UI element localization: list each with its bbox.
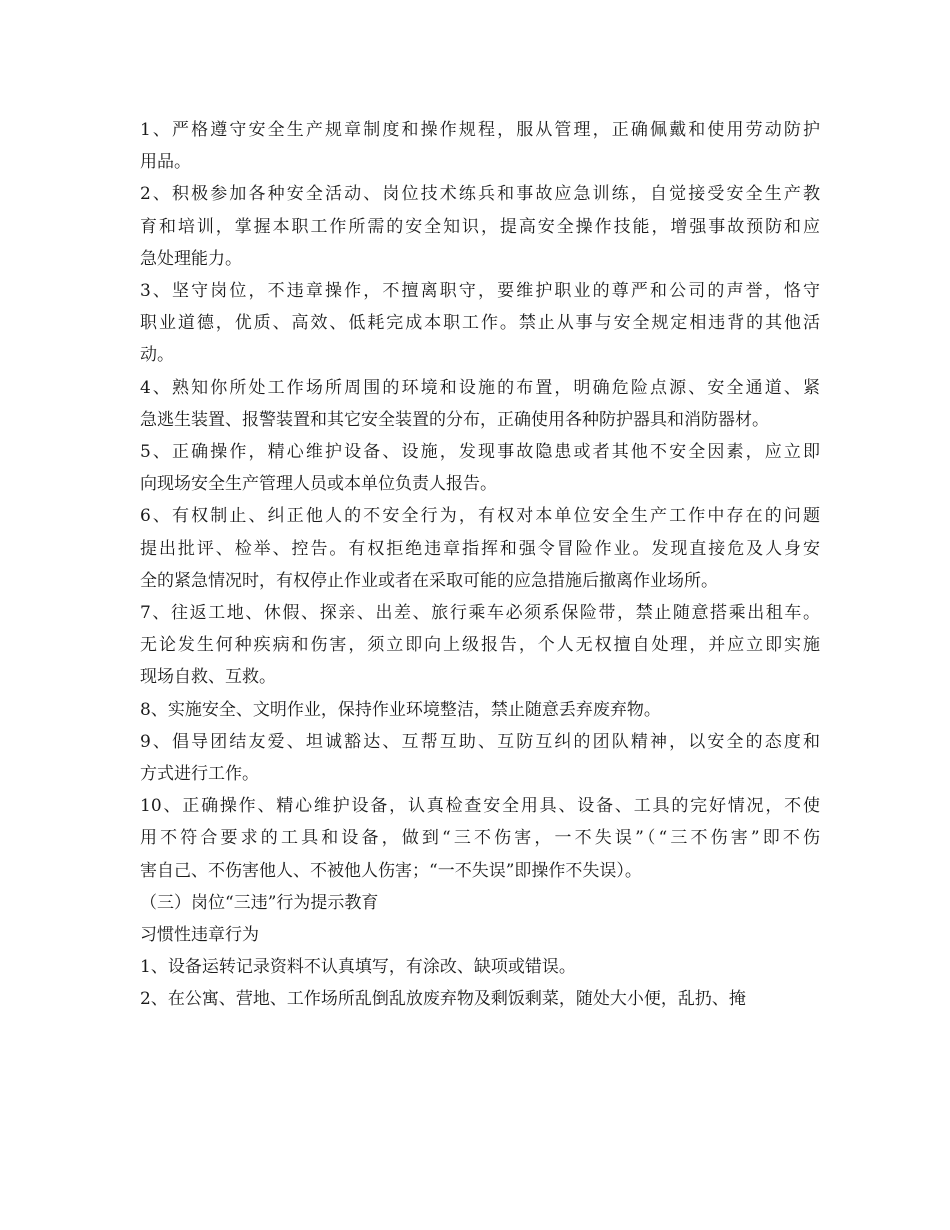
text-line: 用不符合要求的工具和设备，做到“三不伤害，一不失误”（“三不伤害”即不伤: [140, 828, 820, 849]
paragraph: [140, 372, 820, 436]
text-line: 9、倡导团结友爱、坦诚豁达、互帮互助、互防互纠的团队精神，以安全的态度和: [140, 731, 820, 752]
text-line: 4、熟知你所处工作场所周围的环境和设施的布置，明确危险点源、安全通道、紧: [140, 377, 820, 398]
text-line: 用品。: [140, 152, 191, 173]
text-line: 育和培训，掌握本职工作所需的安全知识，提高安全操作技能，增强事故预防和应: [140, 216, 820, 237]
text-line: 习惯性违章行为: [140, 925, 259, 946]
text-line: 现场自救、互救。: [140, 667, 276, 688]
text-line: 提出批评、检举、控告。有权拒绝违章指挥和强令冒险作业。发现直接危及人身安: [140, 538, 820, 559]
paragraph: [140, 951, 820, 983]
text-line: 无论发生何种疾病和伤害，须立即向上级报告，个人无权擅自处理，并应立即实施: [140, 635, 820, 656]
paragraph: [140, 597, 820, 694]
text-line: 5、正确操作，精心维护设备、设施，发现事故隐患或者其他不安全因素，应立即: [140, 442, 820, 463]
paragraph: [140, 983, 820, 1015]
text-line: 2、积极参加各种安全活动、岗位技术练兵和事故应急训练，自觉接受安全生产教: [140, 184, 820, 205]
paragraph: [140, 919, 820, 951]
text-line: 职业道德，优质、高效、低耗完成本职工作。禁止从事与安全规定相违背的其他活: [140, 313, 820, 334]
paragraph: [140, 114, 820, 178]
text-line: 急逃生装置、报警装置和其它安全装置的分布，正确使用各种防护器具和消防器材。: [140, 409, 769, 430]
paragraph: [140, 178, 820, 275]
text-line: 7、往返工地、休假、探亲、出差、旅行乘车必须系保险带，禁止随意搭乘出租车。: [140, 603, 820, 624]
document-body: [140, 114, 820, 1016]
text-line: 8、实施安全、文明作业，保持作业环境整洁，禁止随意丢弃废弃物。: [140, 699, 661, 720]
text-line: 6、有权制止、纠正他人的不安全行为，有权对本单位安全生产工作中存在的问题: [140, 506, 820, 527]
text-line: 1、严格遵守安全生产规章制度和操作规程，服从管理，正确佩戴和使用劳动防护: [140, 120, 820, 140]
paragraph: [140, 726, 820, 790]
text-line: （三）岗位“三违”行为提示教育: [140, 892, 379, 913]
text-line: 3、坚守岗位，不违章操作，不擅离职守，要维护职业的尊严和公司的声誉，恪守: [140, 281, 820, 302]
text-line: 动。: [140, 345, 174, 366]
paragraph: [140, 887, 820, 919]
text-line: 急处理能力。: [140, 248, 242, 269]
text-line: 方式进行工作。: [140, 764, 259, 785]
paragraph: [140, 500, 820, 597]
text-line: 2、在公寓、营地、工作场所乱倒乱放废弃物及剩饭剩菜，随处大小便，乱扔、掩: [140, 989, 746, 1010]
paragraph: [140, 694, 820, 726]
paragraph: [140, 436, 820, 500]
text-line: 害自己、不伤害他人、不被他人伤害；“一不失误”即操作不失误）。: [140, 860, 642, 881]
text-line: 向现场安全生产管理人员或本单位负责人报告。: [140, 474, 497, 495]
paragraph: [140, 275, 820, 372]
text-line: 全的紧急情况时，有权停止作业或者在采取可能的应急措施后撤离作业场所。: [140, 570, 718, 591]
text-line: 10、正确操作、精心维护设备，认真检查安全用具、设备、工具的完好情况，不使: [140, 796, 820, 817]
text-line: 1、设备运转记录资料不认真填写，有涂改、缺项或错误。: [140, 957, 576, 978]
paragraph: [140, 790, 820, 887]
